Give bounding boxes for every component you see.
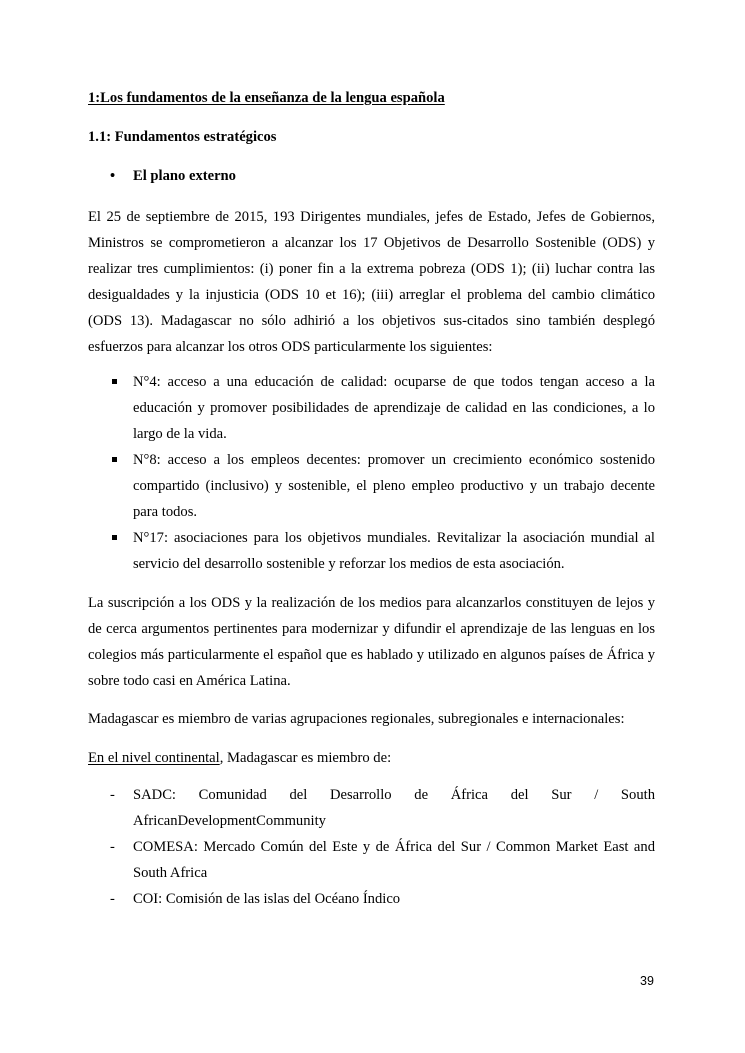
paragraph-ods: La suscripción a los ODS y la realización de los medios para alcanzarlos constituyen de lejos y de cerca argumentos pertinentes para modernizar y difundir el aprendizaje de las lenguas en los colegios más particularmente el español que es hablado y utilizado en algunos países de África y sobre todo casi en América Latina. (88, 595, 655, 689)
bullet-heading (110, 166, 236, 186)
ods-item-text: N°4: acceso a una educación de calidad: ocuparse de que todos tengan acceso a la educación y promover posibilidades de aprendizaje de calidad en las condiciones, a lo largo de la vida. (133, 374, 655, 442)
dash-marker: - (110, 787, 115, 803)
list-item (88, 886, 655, 912)
organization-list (88, 782, 655, 912)
ods-item-text: N°17: asociaciones para los objetivos mundiales. Revitalizar la asociación mundial al servicio del desarrollo sostenible y reforzar los medios de esta asociación. (133, 530, 655, 572)
bullet-heading-text: El plano externo (133, 168, 236, 184)
square-bullet-icon (112, 457, 117, 462)
dash-marker: - (110, 891, 115, 907)
comesa-text: COMESA: Mercado Común del Este y de África del Sur / Common Market East and South Africa (133, 839, 655, 881)
dash-marker: - (110, 839, 115, 855)
list-item (88, 834, 655, 886)
paragraph-continental (88, 745, 655, 771)
list-item (88, 525, 655, 577)
list-item (88, 782, 655, 834)
coi-text: COI: Comisión de las islas del Océano Índico (133, 891, 401, 907)
subsection-heading: 1.1: Fundamentos estratégicos (88, 129, 277, 145)
ods-list (88, 369, 655, 577)
sadc-line-2: AfricanDevelopmentCommunity (133, 813, 326, 829)
continental-rest: , Madagascar es miembro de: (219, 750, 392, 766)
paragraph-intro: El 25 de septiembre de 2015, 193 Dirigentes mundiales, jefes de Estado, Jefes de Gobiernos, Ministros se comprometieron a alcanzar los 17 Objetivos de Desarrollo Sostenible (ODS) y realizar tres cumplimientos: (i) poner fin a la extrema pobreza (ODS 1); (ii) luchar contra las desigualdades y la injusticia (ODS 10 et 16); (iii) arreglar el problema del cambio climático (ODS 13). Madagascar no sólo adhirió a los objetivos sus-citados sino también desplegó esfuerzos para alcanzar los otros ODS particularmente los siguientes: (88, 209, 655, 355)
list-item (88, 447, 655, 525)
page-number: 39 (640, 974, 654, 988)
bullet-dot: • (110, 168, 116, 184)
continental-label: En el nivel continental (88, 750, 220, 766)
square-bullet-icon (112, 535, 117, 540)
list-item (88, 369, 655, 447)
square-bullet-icon (112, 379, 117, 384)
ods-item-text: N°8: acceso a los empleos decentes: promover un crecimiento económico sostenido compartido (inclusivo) y sostenible, el pleno empleo productivo y un trabajo decente para todos. (133, 452, 655, 520)
section-heading: 1:Los fundamentos de la enseñanza de la lengua española (88, 90, 445, 106)
paragraph-membership: Madagascar es miembro de varias agrupaciones regionales, subregionales e internacionales: (88, 711, 625, 727)
sadc-line-1: SADC: Comunidad del Desarrollo de África del Sur / South (133, 787, 655, 803)
